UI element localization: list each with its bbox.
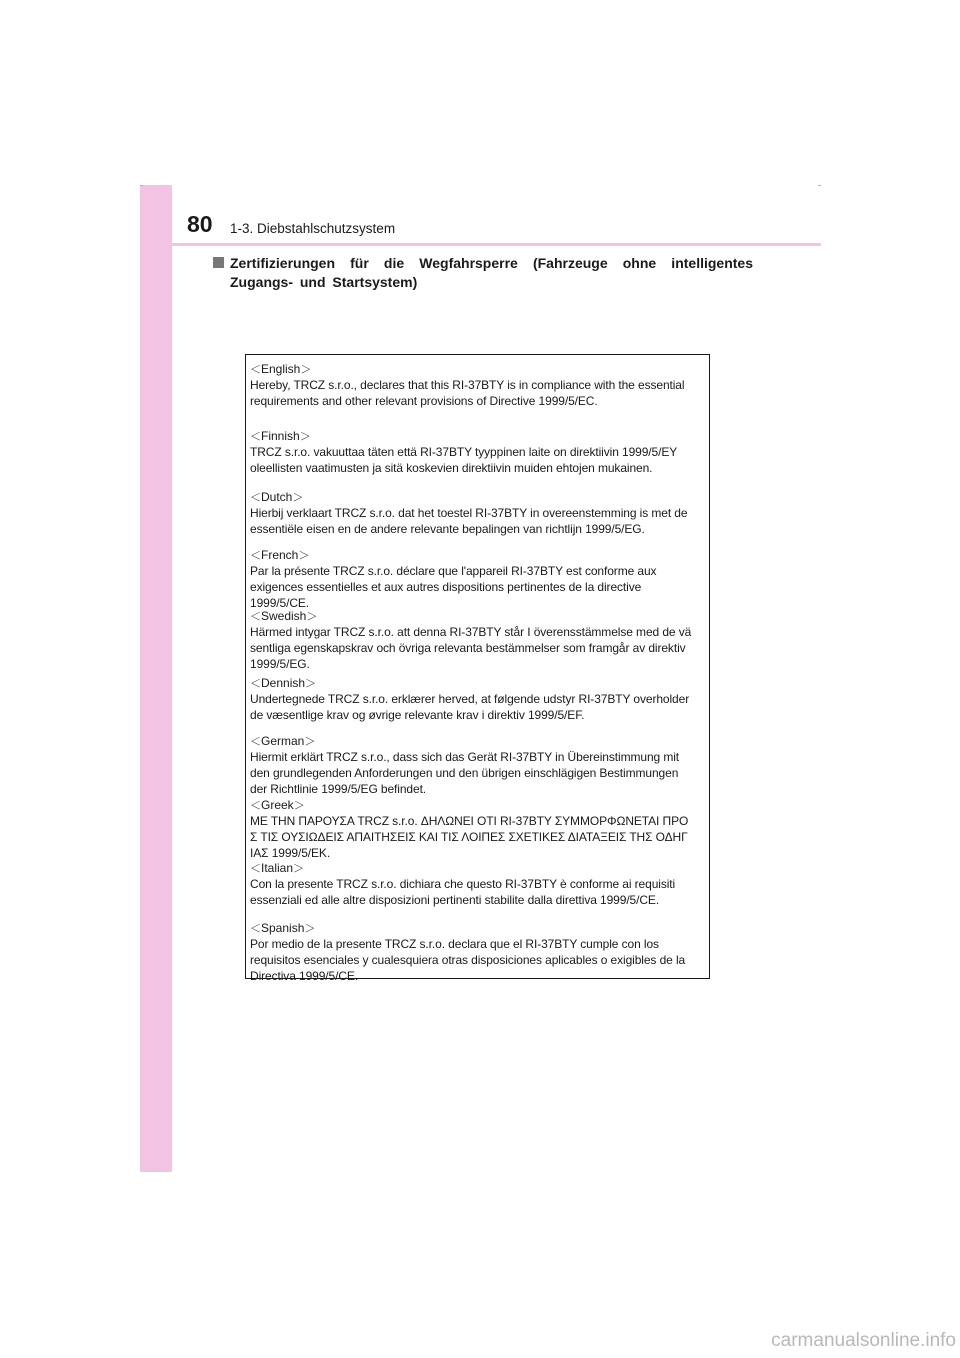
language-label xyxy=(250,608,712,624)
declaration-line: 1999/5/CE. xyxy=(250,596,310,611)
open-bracket-glyph: ＜ xyxy=(250,363,261,376)
declaration-line: Directiva 1999/5/CE. xyxy=(250,969,359,984)
declaration-line: requisitos esenciales y cualesquiera otras disposiciones aplicables o exigibles de la xyxy=(250,953,686,968)
close-bracket-glyph: ＞ xyxy=(293,799,305,812)
declaration-line: ΜΕ ΤΗΝ ΠΑΡΟΥΣΑ TRCZ s.r.o. ΔΗΛΩΝΕΙ ΟΤΙ RI-37BTY ΣΥΜΜΟΡΦΩΝΕΤΑΙ ΠΡΟ xyxy=(250,814,689,828)
open-bracket-glyph: ＜ xyxy=(250,549,261,562)
declaration-line: TRCZ s.r.o. vakuuttaa täten että RI-37BTY tyyppinen laite on direktiivin 1999/5/EY xyxy=(250,445,678,459)
close-bracket-glyph: ＞ xyxy=(304,735,316,748)
declaration-line: ΙΑΣ 1999/5/ΕΚ. xyxy=(250,846,331,861)
close-bracket-glyph: ＞ xyxy=(306,610,318,623)
section-title: 1-3. Diebstahlschutzsystem xyxy=(230,221,396,236)
declaration-line: Por medio de la presente TRCZ s.r.o. declara que el RI-37BTY cumple con los xyxy=(250,937,659,951)
open-bracket-glyph: ＜ xyxy=(250,677,261,690)
language-name: Dennish xyxy=(261,676,306,690)
open-bracket-glyph: ＜ xyxy=(250,610,261,623)
section-heading xyxy=(213,254,753,292)
language-label xyxy=(250,489,712,505)
certification-box xyxy=(245,354,710,984)
cert-entry-english xyxy=(250,361,712,409)
cert-entry-dennish xyxy=(250,675,712,723)
cert-entry-finnish xyxy=(250,428,712,476)
cert-entry-dutch xyxy=(250,489,712,537)
cert-entry-french xyxy=(250,547,712,612)
declaration-line: Con la presente TRCZ s.r.o. dichiara che questo RI-37BTY è conforme ai requisiti xyxy=(250,877,676,891)
cert-entry-italian xyxy=(250,860,712,908)
language-label xyxy=(250,733,712,749)
close-bracket-glyph: ＞ xyxy=(298,549,310,562)
page-number: 80 xyxy=(187,211,213,237)
language-label xyxy=(250,361,712,377)
close-bracket-glyph: ＞ xyxy=(292,491,304,504)
close-bracket-glyph: ＞ xyxy=(293,862,305,875)
header-rule xyxy=(140,243,821,246)
declaration-line: sentliga egenskapskrav och övriga relevanta bestämmelser som framgår av direktiv xyxy=(250,641,686,656)
language-label xyxy=(250,860,712,876)
declaration-line: Undertegnede TRCZ s.r.o. erklærer herved, at følgende udstyr RI-37BTY overholder xyxy=(250,692,690,706)
language-name: German xyxy=(261,734,305,748)
language-name: French xyxy=(261,548,299,562)
language-name: Greek xyxy=(261,798,294,812)
language-name: Swedish xyxy=(261,609,307,623)
declaration-line: oleellisten vaatimusten ja sitä koskevien direktiivin muiden ehtojen mukainen. xyxy=(250,461,653,476)
open-bracket-glyph: ＜ xyxy=(250,735,261,748)
cert-entry-spanish xyxy=(250,920,712,985)
corner-mark-right xyxy=(818,185,821,186)
watermark: carmanualsonline.info xyxy=(771,1330,956,1351)
declaration-line: de væsentlige krav og øvrige relevante krav i direktiv 1999/5/EF. xyxy=(250,708,585,723)
language-name: Spanish xyxy=(261,921,305,935)
open-bracket-glyph: ＜ xyxy=(250,430,261,443)
declaration-line: der Richtlinie 1999/5/EG befindet. xyxy=(250,782,427,797)
declaration-line: essenziali ed alle altre disposizioni pertinenti stabilite dalla direttiva 1999/5/CE. xyxy=(250,893,660,908)
declaration-line: essentiële eisen en de andere relevante bepalingen van richtlijn 1999/5/EG. xyxy=(250,522,645,537)
cert-entry-swedish xyxy=(250,608,712,673)
declaration-line: Hereby, TRCZ s.r.o., declares that this RI-37BTY is in compliance with the essential xyxy=(250,378,685,392)
language-label xyxy=(250,675,712,691)
language-name: English xyxy=(261,362,301,376)
close-bracket-glyph: ＞ xyxy=(304,922,316,935)
declaration-line: exigences essentielles et aux autres dispositions pertinentes de la directive xyxy=(250,580,642,595)
open-bracket-glyph: ＜ xyxy=(250,799,261,812)
language-label xyxy=(250,920,712,936)
declaration-line: Σ ΤΙΣ ΟΥΣΙΩΔΕΙΣ ΑΠΑΙΤΗΣΕΙΣ ΚΑΙ ΤΙΣ ΛΟΙΠΕΣ ΣΧΕΤΙΚΕΣ ΔΙΑΤΑΞΕΙΣ ΤΗΣ ΟΔΗΓ xyxy=(250,830,688,845)
declaration-line: Härmed intygar TRCZ s.r.o. att denna RI-37BTY står I överensstämmelse med de vä xyxy=(250,625,692,639)
open-bracket-glyph: ＜ xyxy=(250,491,261,504)
declaration-line: den grundlegenden Anforderungen und den übrigen einschlägigen Bestimmungen xyxy=(250,766,679,781)
declaration-line: Hiermit erklärt TRCZ s.r.o., dass sich das Gerät RI-37BTY in Übereinstimmung mit xyxy=(250,750,680,764)
open-bracket-glyph: ＜ xyxy=(250,862,261,875)
declaration-line: Par la présente TRCZ s.r.o. déclare que l'appareil RI-37BTY est conforme aux xyxy=(250,564,657,578)
language-name: Finnish xyxy=(261,429,300,443)
chapter-side-bar xyxy=(140,185,172,1172)
heading-square-marker xyxy=(213,257,224,268)
cert-entry-greek xyxy=(250,797,712,862)
corner-mark-left xyxy=(140,185,143,186)
declaration-line: Hierbij verklaart TRCZ s.r.o. dat het toestel RI-37BTY in overeenstemming is met de xyxy=(250,506,688,520)
cert-entry-german xyxy=(250,733,712,798)
declaration-line: 1999/5/EG. xyxy=(250,657,310,672)
language-name: Italian xyxy=(261,861,294,875)
language-label xyxy=(250,428,712,444)
open-bracket-glyph: ＜ xyxy=(250,922,261,935)
heading-text: Zertifizierungen für die Wegfahrsperre (Fahrzeuge ohne intelligentes Zugangs- und Startsystem) xyxy=(230,255,753,290)
close-bracket-glyph: ＞ xyxy=(300,363,312,376)
close-bracket-glyph: ＞ xyxy=(299,430,311,443)
close-bracket-glyph: ＞ xyxy=(305,677,317,690)
declaration-line: requirements and other relevant provisions of Directive 1999/5/EC. xyxy=(250,394,598,409)
language-label xyxy=(250,797,712,813)
language-label xyxy=(250,547,712,563)
language-name: Dutch xyxy=(261,490,293,504)
